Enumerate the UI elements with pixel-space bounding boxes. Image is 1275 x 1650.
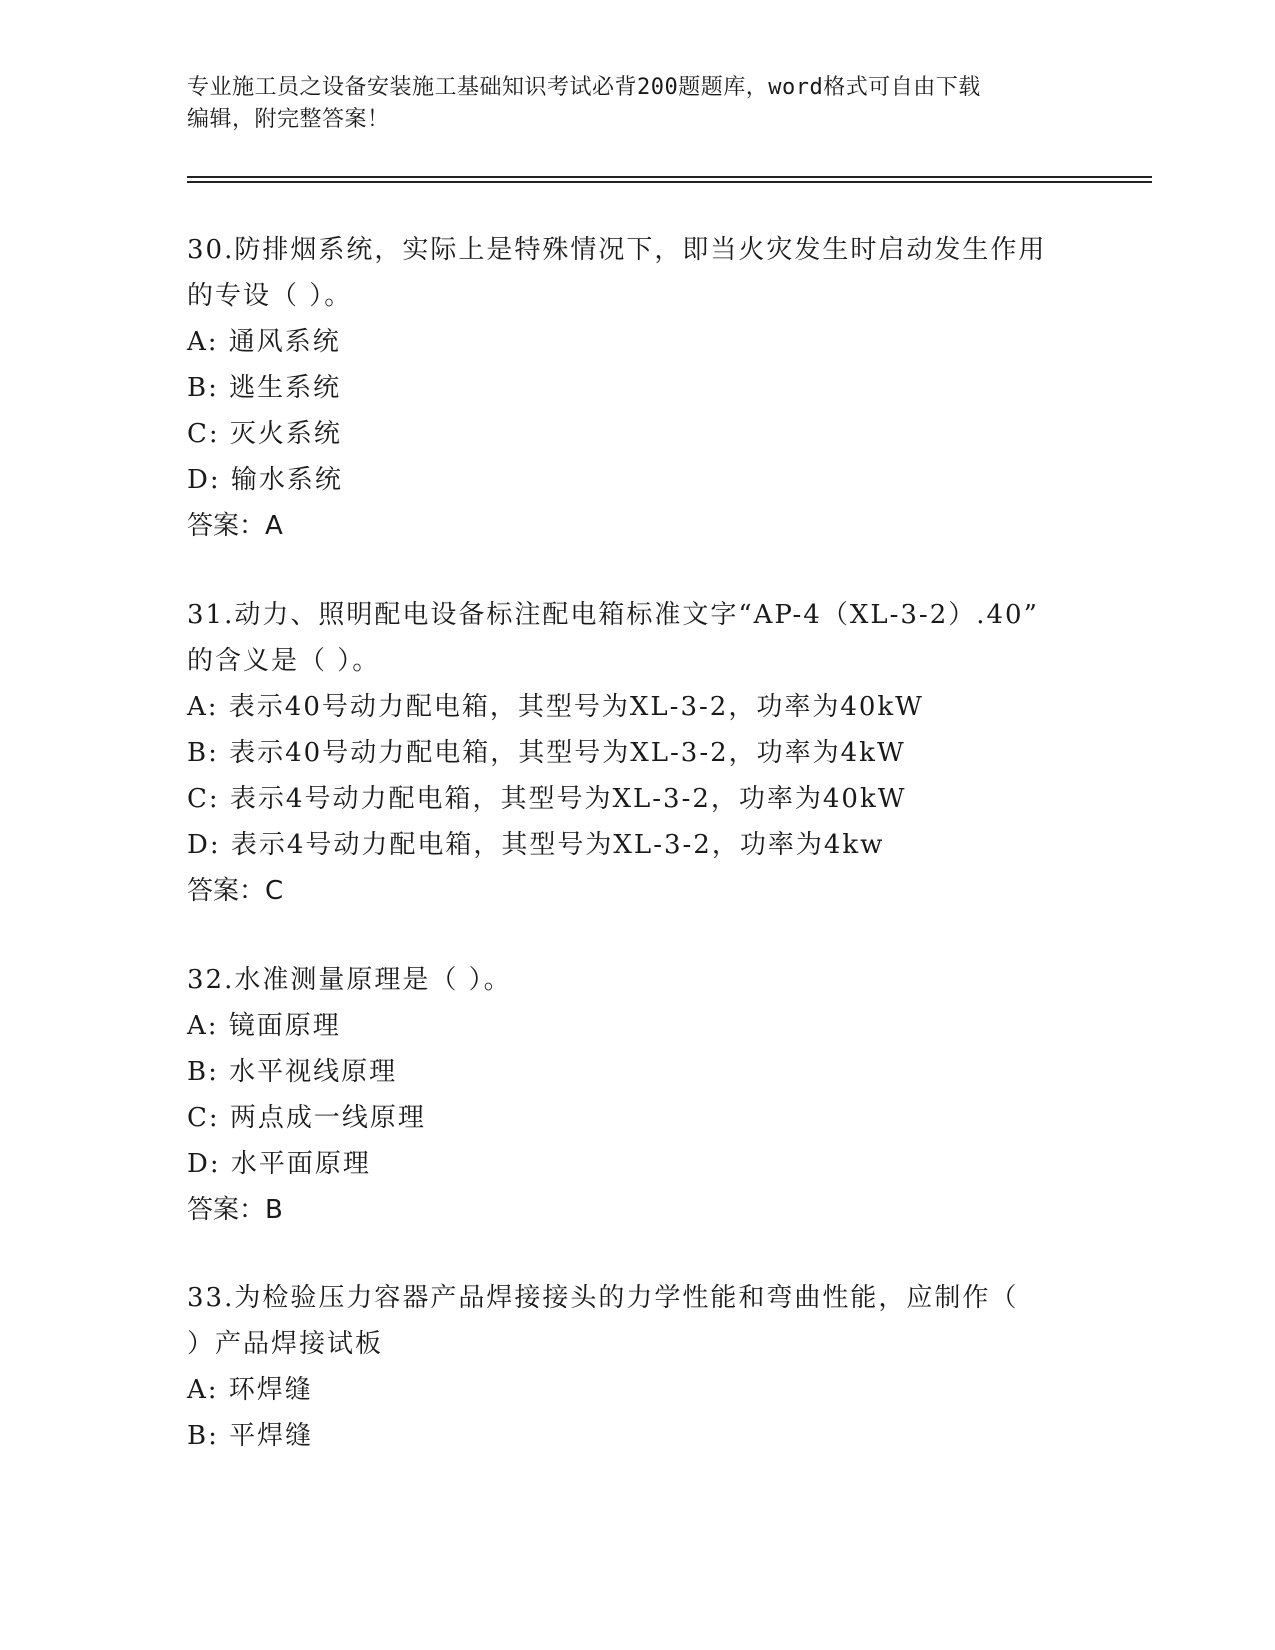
question-31 xyxy=(187,592,1087,914)
header-title-line-1: 专业施工员之设备安装施工基础知识考试必背200题题库，word格式可自由下载 xyxy=(187,75,981,100)
question-stem: 31.动力、照明配电设备标注配电箱标准文字“AP-4（XL-3-2）.40” xyxy=(187,600,1039,630)
option-b: B: 逃生系统 xyxy=(187,373,342,403)
option-b: B: 表示40号动力配电箱，其型号为XL-3-2，功率为4kW xyxy=(187,738,906,768)
option-a: A: 通风系统 xyxy=(187,327,341,357)
option-b: B: 平焊缝 xyxy=(187,1421,314,1451)
option-a: A: 表示40号动力配电箱，其型号为XL-3-2，功率为40kW xyxy=(187,692,924,722)
option-a: A: 环焊缝 xyxy=(187,1375,313,1405)
question-32 xyxy=(187,957,1087,1233)
option-d: D: 输水系统 xyxy=(187,465,343,495)
option-b: B: 水平视线原理 xyxy=(187,1057,398,1087)
header-divider-bottom xyxy=(187,181,1152,183)
document-header xyxy=(187,72,1067,136)
question-stem: 32.水准测量原理是（ ）。 xyxy=(187,965,512,995)
question-stem-continued: 的含义是（ ）。 xyxy=(187,646,381,676)
question-stem: 33.为检验压力容器产品焊接接头的力学性能和弯曲性能，应制作（ xyxy=(187,1283,1019,1313)
option-c: C: 灭火系统 xyxy=(187,419,342,449)
question-stem: 30.防排烟系统，实际上是特殊情况下，即当火灾发生时启动发生作用 xyxy=(187,235,1047,265)
question-30 xyxy=(187,227,1087,549)
option-d: D: 水平面原理 xyxy=(187,1149,371,1179)
question-stem-continued: ）产品焊接试板 xyxy=(187,1329,384,1359)
question-stem-continued: 的专设（ ）。 xyxy=(187,281,353,311)
answer: 答案：B xyxy=(187,1195,283,1225)
option-d: D: 表示4号动力配电箱，其型号为XL-3-2，功率为4kw xyxy=(187,830,885,860)
answer: 答案：A xyxy=(187,511,283,541)
header-title-line-2: 编辑，附完整答案！ xyxy=(187,107,390,132)
question-33 xyxy=(187,1275,1087,1459)
answer: 答案：C xyxy=(187,876,284,906)
option-c: C: 两点成一线原理 xyxy=(187,1103,426,1133)
option-a: A: 镜面原理 xyxy=(187,1011,341,1041)
option-c: C: 表示4号动力配电箱，其型号为XL-3-2，功率为40kW xyxy=(187,784,907,814)
header-divider-top xyxy=(187,176,1152,178)
